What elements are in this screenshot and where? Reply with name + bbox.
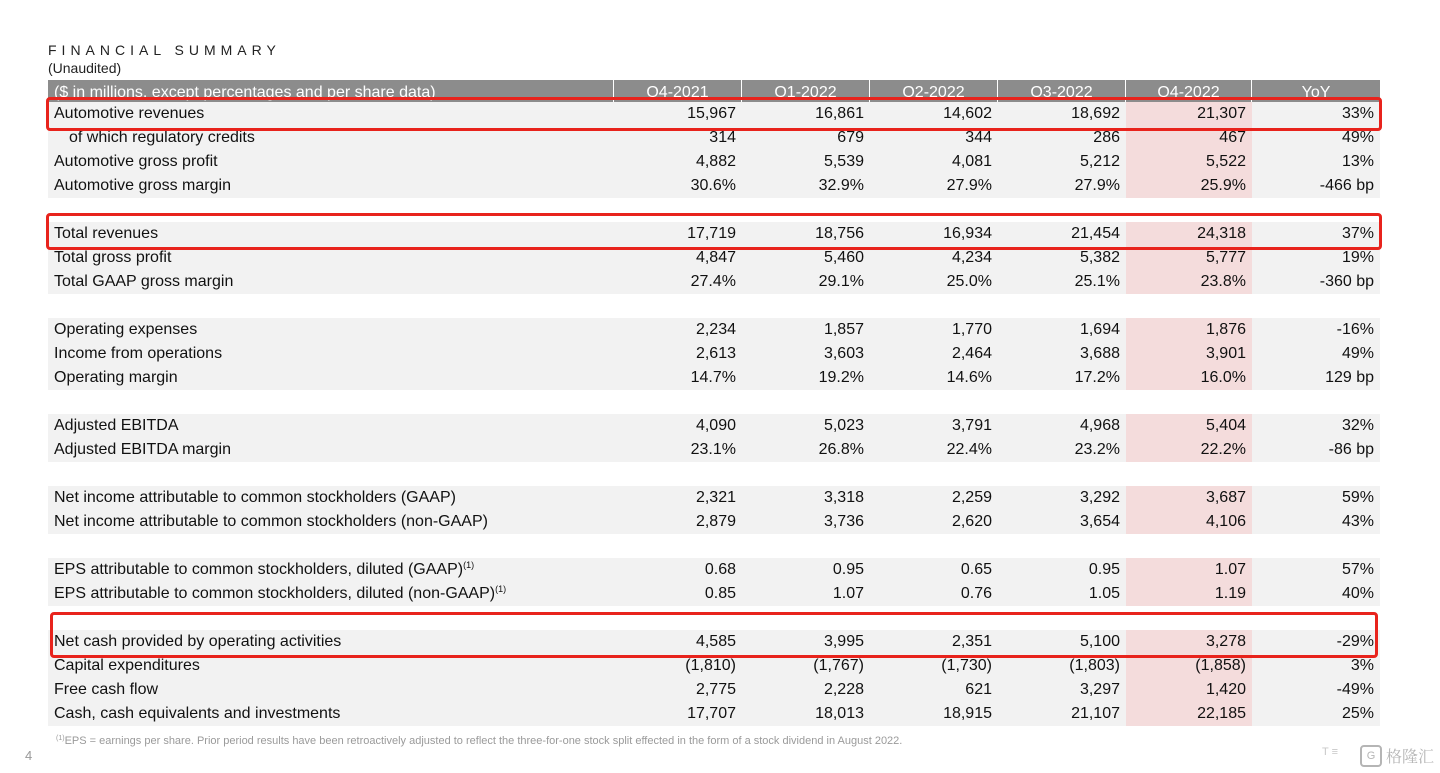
row-value: 1,694 bbox=[1079, 321, 1120, 338]
table-row bbox=[48, 654, 1380, 678]
row-label bbox=[48, 510, 614, 534]
header-col-yoy: YoY bbox=[1301, 84, 1331, 101]
row-value: 0.65 bbox=[960, 561, 992, 578]
tesla-logo-icon: T ≡ bbox=[1322, 746, 1338, 758]
row-value: (1,767) bbox=[813, 657, 864, 674]
row-label-text: Net income attributable to common stockholders (non-GAAP) bbox=[54, 513, 488, 530]
table-row bbox=[48, 126, 1380, 150]
row-value: 16,934 bbox=[943, 225, 992, 242]
row-value: 17,719 bbox=[687, 225, 736, 242]
row-label bbox=[48, 246, 614, 270]
row-value: 19% bbox=[1341, 249, 1374, 266]
table-row bbox=[48, 222, 1380, 246]
table-header bbox=[48, 80, 1380, 102]
row-label bbox=[48, 126, 614, 150]
row-label-text: Total revenues bbox=[54, 225, 159, 242]
row-value: 15,967 bbox=[687, 105, 736, 122]
row-value: 3,318 bbox=[823, 489, 864, 506]
header-label: ($ in millions, except percentages and per share data) bbox=[48, 80, 614, 102]
row-value: 32% bbox=[1341, 417, 1374, 434]
row-value: 16,861 bbox=[815, 105, 864, 122]
financial-summary-table bbox=[48, 80, 1380, 726]
row-value: 1,876 bbox=[1126, 318, 1252, 342]
row-value: 679 bbox=[837, 129, 864, 146]
row-value: 0.85 bbox=[704, 585, 736, 602]
row-value: 14.6% bbox=[946, 369, 992, 386]
row-value: 43% bbox=[1341, 513, 1374, 530]
table-row bbox=[48, 630, 1380, 654]
row-value: 0.95 bbox=[832, 561, 864, 578]
row-value: 49% bbox=[1341, 129, 1374, 146]
row-spacer bbox=[48, 462, 1380, 486]
row-value: 2,620 bbox=[951, 513, 992, 530]
row-value: 49% bbox=[1341, 345, 1374, 362]
row-value: 1.07 bbox=[832, 585, 864, 602]
row-label-text: of which regulatory credits bbox=[69, 129, 255, 146]
table-row bbox=[48, 318, 1380, 342]
row-value: 0.95 bbox=[1088, 561, 1120, 578]
row-spacer bbox=[48, 294, 1380, 318]
row-value: 14,602 bbox=[943, 105, 992, 122]
row-label bbox=[48, 414, 614, 438]
row-value: 314 bbox=[709, 129, 736, 146]
row-value: 23.2% bbox=[1074, 441, 1120, 458]
row-label bbox=[48, 270, 614, 294]
row-label-text: Automotive revenues bbox=[54, 105, 205, 122]
header-col-q1-2022: Q1-2022 bbox=[742, 80, 870, 102]
row-value: (1,810) bbox=[685, 657, 736, 674]
row-value: 5,100 bbox=[1079, 633, 1120, 650]
row-label-text: EPS attributable to common stockholders, diluted (non-GAAP) bbox=[54, 585, 496, 602]
row-label bbox=[48, 702, 614, 726]
table-row bbox=[48, 270, 1380, 294]
row-value: (1,803) bbox=[1069, 657, 1120, 674]
row-value: 27.9% bbox=[1074, 177, 1120, 194]
row-value: -29% bbox=[1336, 633, 1374, 650]
row-label bbox=[48, 366, 614, 390]
row-value: 22,185 bbox=[1126, 702, 1252, 726]
row-label-text: Automotive gross profit bbox=[54, 153, 218, 170]
row-value: 1.07 bbox=[1126, 558, 1252, 582]
row-value: 25.0% bbox=[946, 273, 992, 290]
row-value: 19.2% bbox=[818, 369, 864, 386]
row-label-text: EPS attributable to common stockholders, diluted (GAAP) bbox=[54, 561, 464, 578]
row-value: -49% bbox=[1336, 681, 1374, 698]
row-spacer bbox=[48, 534, 1380, 558]
row-spacer bbox=[48, 198, 1380, 222]
row-value: -466 bp bbox=[1319, 177, 1374, 194]
row-value: 3,687 bbox=[1126, 486, 1252, 510]
row-value: 25.1% bbox=[1074, 273, 1120, 290]
row-value: 18,013 bbox=[815, 705, 864, 722]
row-value: 37% bbox=[1341, 225, 1374, 242]
row-value: 21,454 bbox=[1071, 225, 1120, 242]
row-value: -16% bbox=[1336, 321, 1374, 338]
row-value: 3,901 bbox=[1126, 342, 1252, 366]
footnote-ref: (1) bbox=[495, 584, 507, 594]
row-value: 3,791 bbox=[951, 417, 992, 434]
row-value: 4,882 bbox=[695, 153, 736, 170]
watermark-text: 格隆汇 bbox=[1385, 749, 1434, 766]
table-row bbox=[48, 438, 1380, 462]
row-value: 3,603 bbox=[823, 345, 864, 362]
row-value: 17,707 bbox=[687, 705, 736, 722]
row-spacer bbox=[48, 606, 1380, 630]
row-value: 4,081 bbox=[951, 153, 992, 170]
row-value: 3% bbox=[1350, 657, 1374, 674]
row-label-text: Net income attributable to common stockholders (GAAP) bbox=[54, 489, 456, 506]
row-value: 2,228 bbox=[823, 681, 864, 698]
row-value: 1,857 bbox=[823, 321, 864, 338]
row-value: 2,259 bbox=[951, 489, 992, 506]
row-value: 14.7% bbox=[690, 369, 736, 386]
row-value: 23.8% bbox=[1126, 270, 1252, 294]
row-value: 621 bbox=[965, 681, 992, 698]
row-label-text: Cash, cash equivalents and investments bbox=[54, 705, 341, 722]
row-value: 1,420 bbox=[1126, 678, 1252, 702]
row-value: 1.19 bbox=[1126, 582, 1252, 606]
row-label-text: Operating margin bbox=[54, 369, 178, 386]
row-value: 33% bbox=[1341, 105, 1374, 122]
header-col-q4-2022: Q4-2022 bbox=[1126, 80, 1252, 102]
row-value: 23.1% bbox=[690, 441, 736, 458]
row-value: 129 bp bbox=[1325, 369, 1374, 386]
row-value: 18,915 bbox=[943, 705, 992, 722]
page-title: FINANCIAL SUMMARY bbox=[48, 42, 281, 58]
row-label-text: Income from operations bbox=[54, 345, 223, 362]
row-value: 286 bbox=[1093, 129, 1120, 146]
row-value: 5,023 bbox=[823, 417, 864, 434]
table-row bbox=[48, 366, 1380, 390]
row-label bbox=[48, 342, 614, 366]
page-subtitle: (Unaudited) bbox=[48, 60, 122, 76]
row-value: 0.68 bbox=[704, 561, 736, 578]
row-value: 25% bbox=[1341, 705, 1374, 722]
row-value: 3,292 bbox=[1079, 489, 1120, 506]
row-label bbox=[48, 150, 614, 174]
row-value: 2,321 bbox=[695, 489, 736, 506]
row-label-text: Net cash provided by operating activities bbox=[54, 633, 342, 650]
row-value: 4,847 bbox=[695, 249, 736, 266]
watermark-icon: G bbox=[1360, 745, 1382, 767]
footnote bbox=[56, 735, 902, 747]
row-value: 3,995 bbox=[823, 633, 864, 650]
row-value: 3,297 bbox=[1079, 681, 1120, 698]
row-label-text: Total GAAP gross margin bbox=[54, 273, 234, 290]
row-value: -360 bp bbox=[1319, 273, 1374, 290]
table-row bbox=[48, 486, 1380, 510]
row-value: 4,968 bbox=[1079, 417, 1120, 434]
table-body bbox=[48, 102, 1380, 726]
table-row bbox=[48, 174, 1380, 198]
row-value: 21,307 bbox=[1126, 102, 1252, 126]
row-label bbox=[48, 102, 614, 126]
row-value: 3,688 bbox=[1079, 345, 1120, 362]
row-label bbox=[48, 582, 614, 606]
row-value: 21,107 bbox=[1071, 705, 1120, 722]
row-value: 5,460 bbox=[823, 249, 864, 266]
row-value: 2,879 bbox=[695, 513, 736, 530]
table-row bbox=[48, 510, 1380, 534]
row-value: 4,106 bbox=[1126, 510, 1252, 534]
row-value: 2,464 bbox=[951, 345, 992, 362]
row-value: 5,212 bbox=[1079, 153, 1120, 170]
row-label bbox=[48, 486, 614, 510]
footnote-text: EPS = earnings per share. Prior period results have been retroactively adjusted to reflect the three-for-one stock split effected in the form of a stock dividend in August 2022. bbox=[64, 735, 903, 747]
row-value: 13% bbox=[1341, 153, 1374, 170]
row-label-text: Operating expenses bbox=[54, 321, 198, 338]
row-value: 25.9% bbox=[1126, 174, 1252, 198]
row-value: 2,351 bbox=[951, 633, 992, 650]
row-value: 4,090 bbox=[695, 417, 736, 434]
row-value: 40% bbox=[1341, 585, 1374, 602]
row-label bbox=[48, 678, 614, 702]
row-value: 57% bbox=[1341, 561, 1374, 578]
row-value: 16.0% bbox=[1126, 366, 1252, 390]
row-value: 18,692 bbox=[1071, 105, 1120, 122]
row-value: 1,770 bbox=[951, 321, 992, 338]
header-col-q3-2022: Q3-2022 bbox=[998, 80, 1126, 102]
table-row bbox=[48, 342, 1380, 366]
table-row bbox=[48, 246, 1380, 270]
row-value: 0.76 bbox=[960, 585, 992, 602]
row-value: 5,539 bbox=[823, 153, 864, 170]
row-label bbox=[48, 222, 614, 246]
row-value: 5,522 bbox=[1126, 150, 1252, 174]
row-spacer bbox=[48, 390, 1380, 414]
row-value: 467 bbox=[1126, 126, 1252, 150]
table-row bbox=[48, 678, 1380, 702]
row-label bbox=[48, 174, 614, 198]
header-col-q2-2022: Q2-2022 bbox=[870, 80, 998, 102]
table-row bbox=[48, 414, 1380, 438]
watermark-logo bbox=[1360, 744, 1434, 767]
row-value: 32.9% bbox=[818, 177, 864, 194]
row-value: 344 bbox=[965, 129, 992, 146]
row-value: 22.4% bbox=[946, 441, 992, 458]
header-col-q4-2021: Q4-2021 bbox=[614, 80, 742, 102]
row-value: (1,858) bbox=[1126, 654, 1252, 678]
row-value: 24,318 bbox=[1126, 222, 1252, 246]
row-value: 3,654 bbox=[1079, 513, 1120, 530]
row-value: 5,404 bbox=[1126, 414, 1252, 438]
row-label bbox=[48, 630, 614, 654]
row-value: 17.2% bbox=[1074, 369, 1120, 386]
row-value: 3,736 bbox=[823, 513, 864, 530]
row-value: 1.05 bbox=[1088, 585, 1120, 602]
footnote-marker: (1) bbox=[56, 735, 65, 742]
table-row bbox=[48, 702, 1380, 726]
row-label-text: Total gross profit bbox=[54, 249, 172, 266]
row-value: 27.4% bbox=[690, 273, 736, 290]
row-value: 5,382 bbox=[1079, 249, 1120, 266]
row-value: 2,775 bbox=[695, 681, 736, 698]
row-value: 22.2% bbox=[1126, 438, 1252, 462]
row-value: 30.6% bbox=[690, 177, 736, 194]
row-value: 4,585 bbox=[695, 633, 736, 650]
row-label bbox=[48, 558, 614, 582]
row-value: 2,613 bbox=[695, 345, 736, 362]
row-value: 3,278 bbox=[1126, 630, 1252, 654]
row-label-text: Adjusted EBITDA margin bbox=[54, 441, 231, 458]
row-value: 2,234 bbox=[695, 321, 736, 338]
row-value: (1,730) bbox=[941, 657, 992, 674]
row-label-text: Free cash flow bbox=[54, 681, 159, 698]
row-value: 27.9% bbox=[946, 177, 992, 194]
row-value: 29.1% bbox=[818, 273, 864, 290]
row-label bbox=[48, 654, 614, 678]
row-value: 26.8% bbox=[818, 441, 864, 458]
table-row bbox=[48, 150, 1380, 174]
row-label-text: Capital expenditures bbox=[54, 657, 200, 674]
table-row bbox=[48, 558, 1380, 582]
row-label bbox=[48, 438, 614, 462]
row-label-text: Adjusted EBITDA bbox=[54, 417, 179, 434]
row-value: 18,756 bbox=[815, 225, 864, 242]
footnote-ref: (1) bbox=[463, 560, 475, 570]
page-number: 4 bbox=[25, 748, 33, 763]
table-row bbox=[48, 582, 1380, 606]
table-row bbox=[48, 102, 1380, 126]
row-label bbox=[48, 318, 614, 342]
row-value: 59% bbox=[1341, 489, 1374, 506]
row-value: 4,234 bbox=[951, 249, 992, 266]
row-value: 5,777 bbox=[1126, 246, 1252, 270]
row-value: -86 bp bbox=[1328, 441, 1374, 458]
row-label-text: Automotive gross margin bbox=[54, 177, 231, 194]
